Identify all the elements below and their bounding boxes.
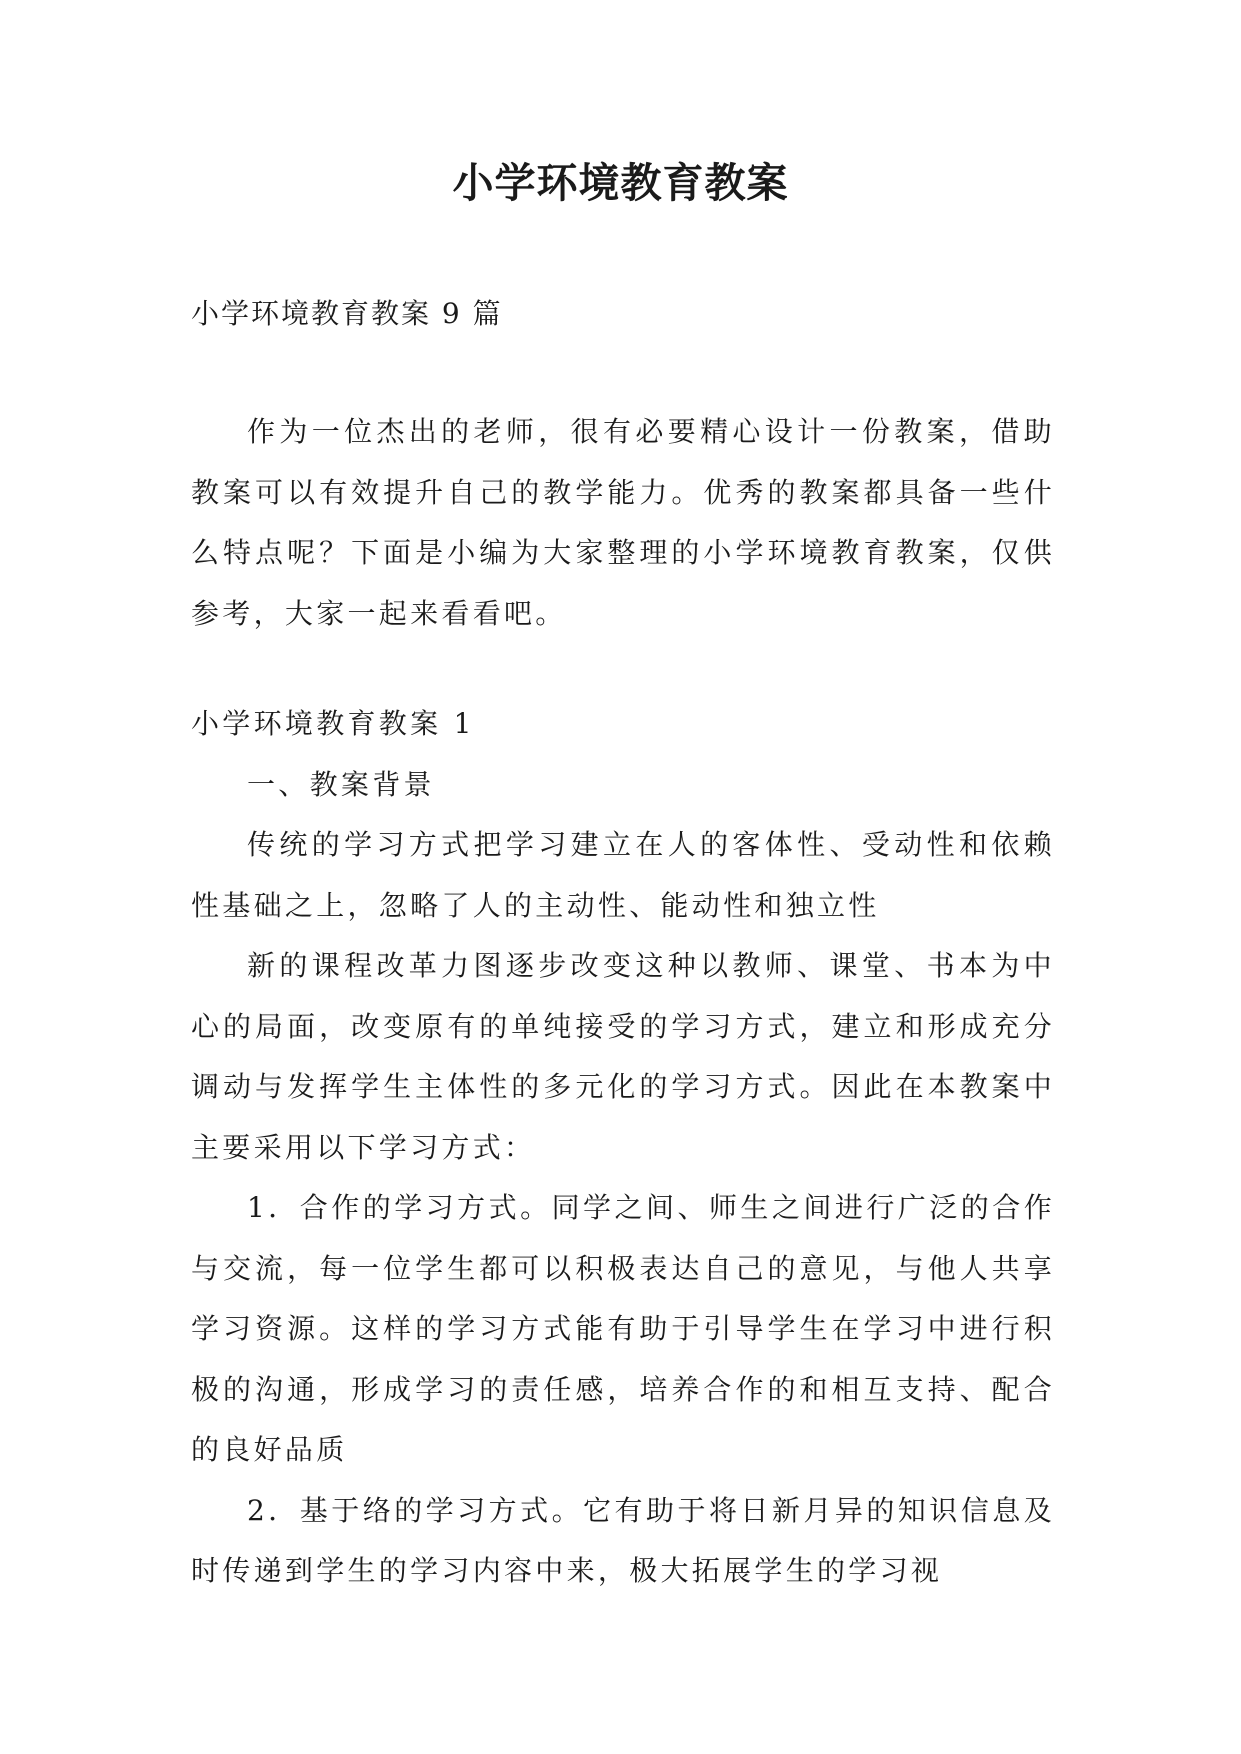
body-paragraph: 新的课程改革力图逐步改变这种以教师、课堂、书本为中心的局面，改变原有的单纯接受的学习方式，建立和形成充分调动与发挥学生主体性的多元化的学习方式。因此在本教案中主要采用以下学习方式： bbox=[191, 949, 1055, 1164]
section-heading: 小学环境教育教案 1 bbox=[191, 707, 475, 740]
document-subtitle: 小学环境教育教案 9 篇 bbox=[191, 297, 503, 330]
intro-block bbox=[191, 402, 1055, 644]
body-paragraph: 1．合作的学习方式。同学之间、师生之间进行广泛的合作与交流，每一位学生都可以积极表达自己的意见，与他人共享学习资源。这样的学习方式能有助于引导学生在学习中进行积极的沟通，形成学习的责任感，培养合作的和相互支持、配合的良好品质 bbox=[191, 1191, 1055, 1466]
section-sub-heading: 一、教案背景 bbox=[247, 767, 435, 801]
body-paragraph: 2．基于络的学习方式。它有助于将日新月异的知识信息及时传递到学生的学习内容中来，极大拓展学生的学习视 bbox=[191, 1493, 1055, 1587]
body-paragraph: 传统的学习方式把学习建立在人的客体性、受动性和依赖性基础之上，忽略了人的主动性、能动性和独立性 bbox=[191, 828, 1055, 922]
intro-paragraph: 作为一位杰出的老师，很有必要精心设计一份教案，借助教案可以有效提升自己的教学能力。优秀的教案都具备一些什么特点呢？下面是小编为大家整理的小学环境教育教案，仅供参考，大家一起来看看吧。 bbox=[191, 415, 1055, 630]
document-title: 小学环境教育教案 bbox=[452, 159, 789, 207]
section-1 bbox=[191, 694, 1055, 1602]
